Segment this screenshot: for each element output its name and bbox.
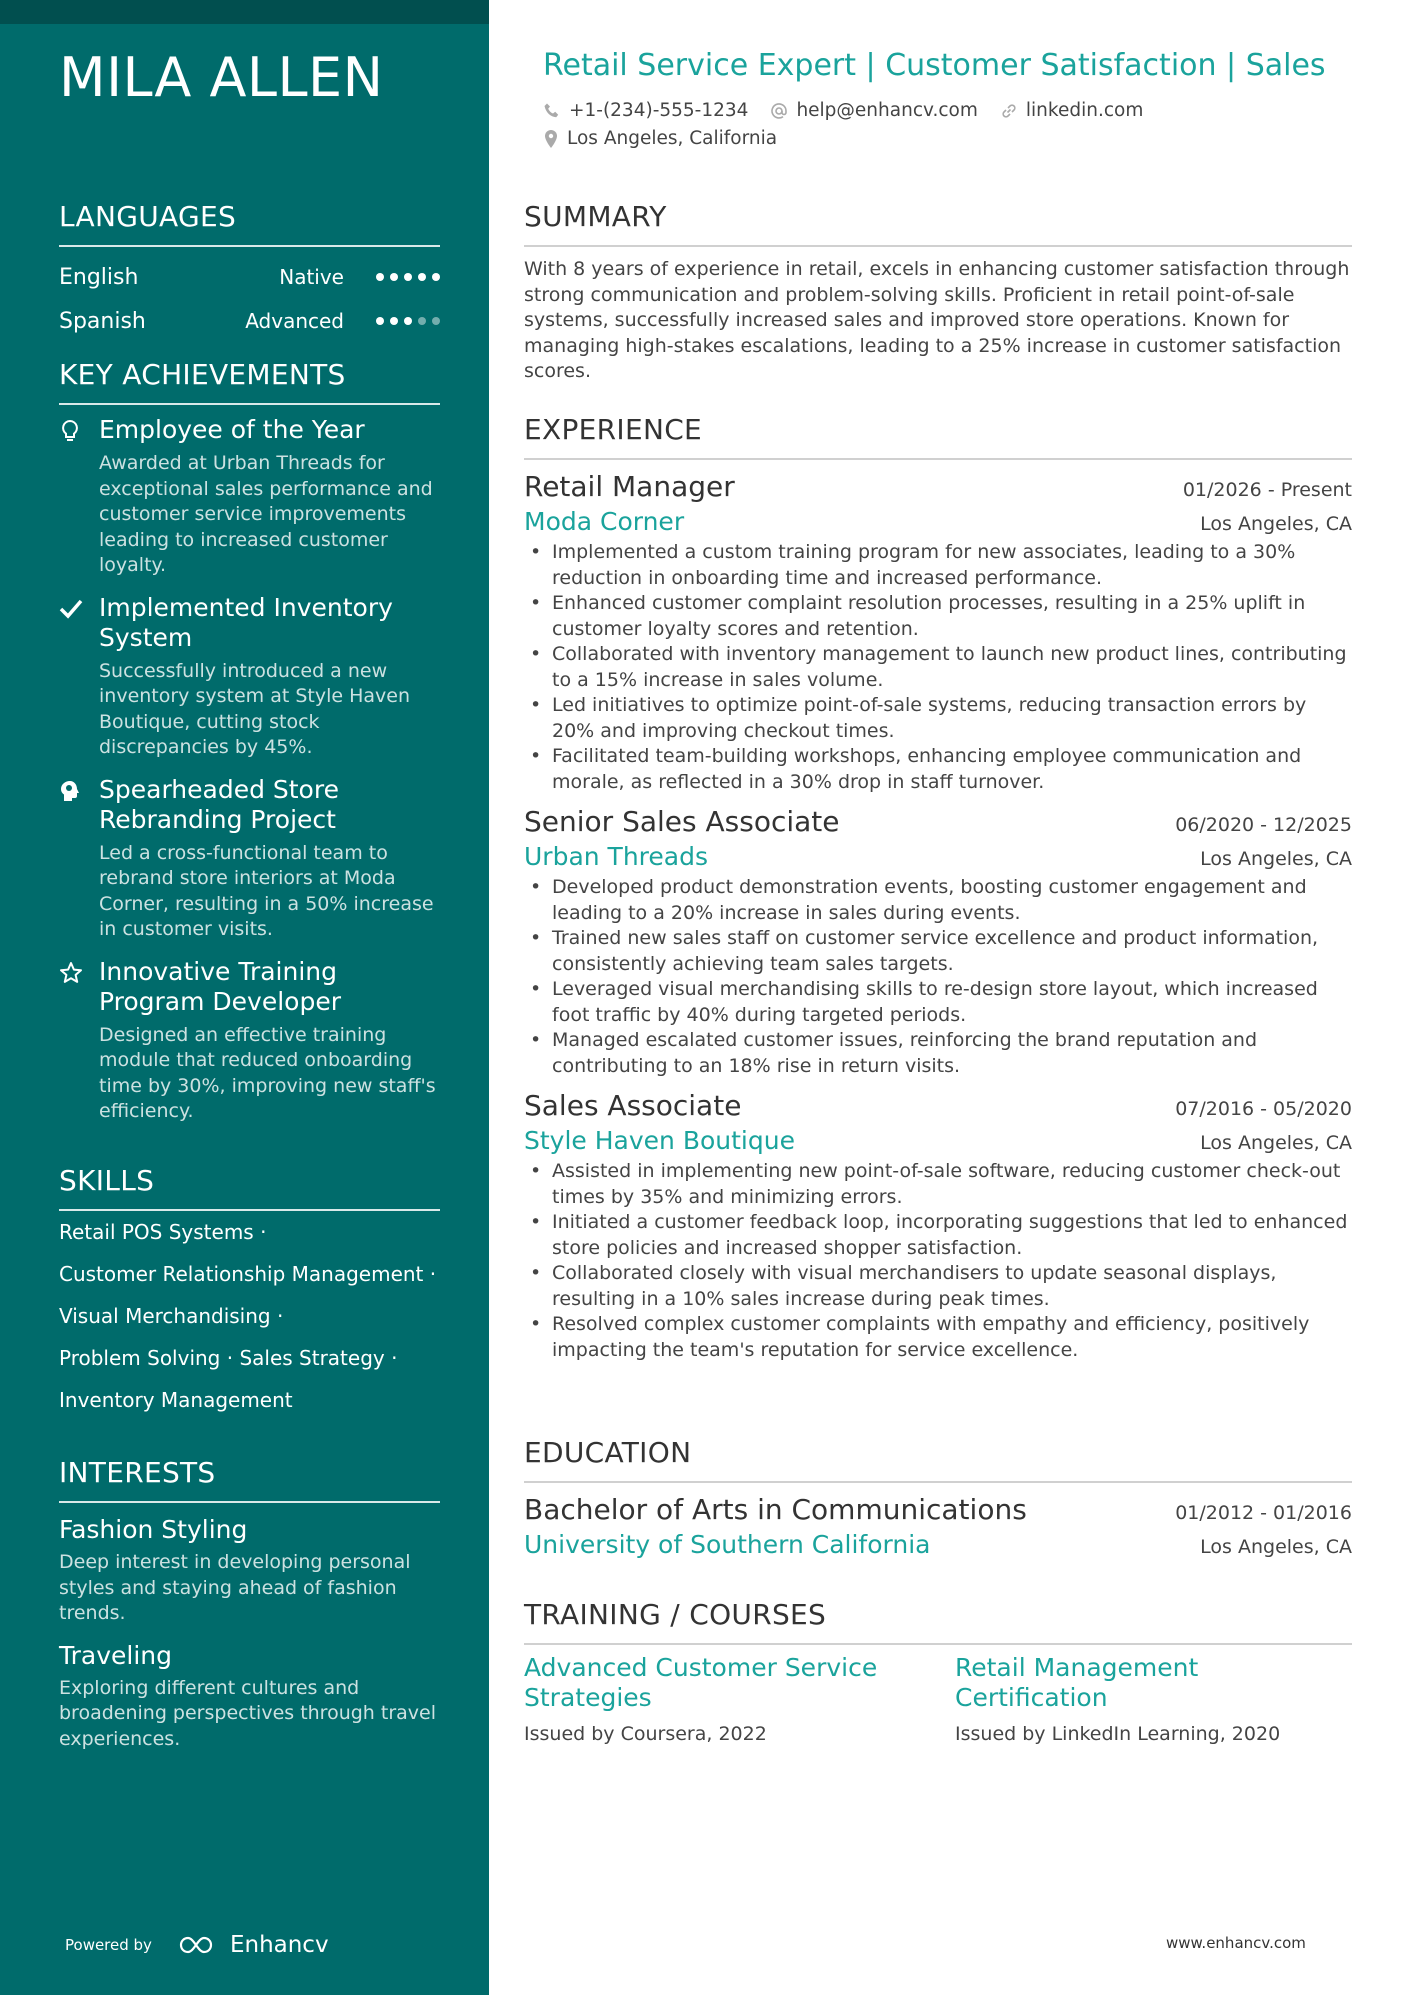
job-company: Urban Threads [524,842,708,871]
head-brain-icon [59,775,99,943]
interests-section [59,1456,440,1752]
training-section [524,1598,1352,1745]
powered-by [65,1932,329,1958]
achievement-item [59,957,440,1125]
phone-text: +1-(234)-555-1234 [569,100,749,121]
contact-row-location [543,128,777,149]
contact-email[interactable] [770,100,977,121]
achievement-description: Led a cross-functional team to rebrand store interiors at Moda Corner, resulting in a 50% increase in customer visits. [99,841,434,940]
job-location: Los Angeles, CA [1200,1132,1352,1154]
interest-description: Exploring different cultures and broadening perspectives through travel experiences. [59,1676,437,1750]
rating-dot [418,317,426,325]
job-bullet: • Facilitated team-building workshops, enhancing employee communication and morale, as reflected in a 30% drop in staff turnover. [524,744,1352,795]
job-date: 06/2020 - 12/2025 [1175,814,1352,836]
skill-line: Visual Merchandising · [59,1304,284,1328]
job-bullets [524,540,1352,795]
achievement-title: Implemented Inventory System [99,592,393,652]
job-title: Sales Associate [524,1089,742,1122]
achievement-title: Spearheaded Store Rebranding Project [99,774,339,834]
education-heading: EDUCATION [524,1436,1352,1483]
education-date: 01/2012 - 01/2016 [1175,1502,1352,1524]
achievement-description: Designed an effective training module that reduced onboarding time by 30%, improving new staff's efficiency. [99,1023,436,1122]
location-text: Los Angeles, California [567,128,778,149]
achievement-item [59,775,440,943]
email-text: help@enhancv.com [796,100,978,121]
job-location: Los Angeles, CA [1200,848,1352,870]
job-bullet: • Managed escalated customer issues, reinforcing the brand reputation and contributing to an 18% rise in return visits. [524,1028,1352,1079]
skill-line: Retail POS Systems · [59,1220,267,1244]
language-rating-dots [376,317,440,325]
language-row [59,299,440,343]
language-rating-dots [376,273,440,281]
rating-dot [432,317,440,325]
sidebar [0,0,489,1995]
rating-dot [390,317,398,325]
rating-dot [404,273,412,281]
rating-dot [376,273,384,281]
linkedin-text: linkedin.com [1025,100,1144,121]
language-level: Native [279,265,344,289]
job-bullets [524,1159,1352,1363]
enhancv-logo-icon [178,1934,222,1956]
job-date: 01/2026 - Present [1182,479,1352,501]
interest-title: Fashion Styling [59,1515,248,1544]
rating-dot [390,273,398,281]
skills-heading: SKILLS [59,1164,440,1211]
course-title: Retail Management Certification [955,1653,1199,1712]
job-bullet: • Collaborated closely with visual merchandisers to update seasonal displays, resulting in a 10% sales increase during peak times. [524,1261,1352,1312]
sidebar-top-bar [0,0,489,24]
experience-section [524,413,1352,1363]
rating-dot [376,317,384,325]
job-bullet: • Collaborated with inventory management to launch new product lines, contributing to a 15% increase in sales volume. [524,642,1352,693]
contact-linkedin[interactable] [1000,100,1143,121]
achievements-heading: KEY ACHIEVEMENTS [59,358,440,405]
job-entry [524,1089,1352,1363]
job-title: Retail Manager [524,470,735,503]
course-issuer: Issued by LinkedIn Learning, 2020 [955,1723,1281,1745]
skills-section [59,1164,440,1421]
at-sign-icon [770,102,788,120]
star-icon [59,957,99,1125]
candidate-name: MILA ALLEN [59,46,384,109]
achievement-description: Successfully introduced a new inventory system at Style Haven Boutique, cutting stock discrepancies by 45%. [99,659,410,758]
education-entry [524,1493,1352,1559]
job-entry [524,805,1352,1079]
job-bullet: • Implemented a custom training program for new associates, leading to a 30% reduction in onboarding time and increased performance. [524,540,1352,591]
contact-phone [543,100,748,121]
location-pin-icon [543,129,559,149]
job-bullet: • Assisted in implementing new point-of-sale software, reducing customer check-out times by 35% and minimizing errors. [524,1159,1352,1210]
job-bullet: • Enhanced customer complaint resolution processes, resulting in a 25% uplift in customer loyalty scores and retention. [524,591,1352,642]
summary-heading: SUMMARY [524,200,1352,247]
job-date: 07/2016 - 05/2020 [1175,1098,1352,1120]
main-content [524,0,1352,1995]
achievement-item [59,593,440,761]
interest-description: Deep interest in developing personal styles and staying ahead of fashion trends. [59,1551,411,1624]
job-entry [524,470,1352,795]
checkmark-icon [59,593,99,761]
language-level: Advanced [245,309,344,333]
summary-section [524,200,1352,385]
enhancv-brand-name: Enhancv [229,1932,329,1958]
school-name: University of Southern California [524,1530,931,1559]
languages-section [59,200,440,343]
language-row [59,255,440,299]
summary-text: With 8 years of experience in retail, excels in enhancing customer satisfaction through strong communication and problem-solving skills. Proficient in retail point-of-sale systems, successfully increased sales and improved store operations. Known for managing high-stakes escalations, leading to a 25% increase in customer satisfaction scores. [524,258,1350,382]
job-company: Style Haven Boutique [524,1126,795,1155]
job-title: Senior Sales Associate [524,805,840,838]
contact-location [543,128,777,149]
interests-heading: INTERESTS [59,1456,440,1503]
contact-row [543,100,1143,121]
education-location: Los Angeles, CA [1200,1536,1352,1558]
rating-dot [404,317,412,325]
job-bullet: • Initiated a customer feedback loop, incorporating suggestions that led to enhanced store policies and increased shopper satisfaction. [524,1210,1352,1261]
job-bullet: • Trained new sales staff on customer service excellence and product information, consistently achieving team sales targets. [524,926,1352,977]
language-name: English [59,264,139,290]
enhancv-logo[interactable] [178,1932,329,1958]
headline: Retail Service Expert | Customer Satisfaction | Sales [543,48,1326,83]
lightbulb-icon [59,415,99,579]
course-item [938,1653,1352,1745]
job-bullet: • Developed product demonstration events, boosting customer engagement and leading to a 20% increase in sales during events. [524,875,1352,926]
course-item [524,1653,938,1745]
job-company: Moda Corner [524,507,685,536]
achievement-title: Employee of the Year [99,415,365,444]
skill-line: Customer Relationship Management · [59,1262,437,1286]
powered-by-label: Powered by [65,1936,152,1954]
job-bullet: • Led initiatives to optimize point-of-sale systems, reducing transaction errors by 20% and improving checkout times. [524,693,1352,744]
achievements-section [59,358,440,1125]
languages-heading: LANGUAGES [59,200,440,247]
skill-line: Problem Solving · Sales Strategy · [59,1346,398,1370]
training-heading: TRAINING / COURSES [524,1598,1352,1645]
phone-icon [543,102,561,120]
experience-heading: EXPERIENCE [524,413,1352,460]
rating-dot [418,273,426,281]
job-bullet: • Resolved complex customer complaints with empathy and efficiency, positively impacting the team's reputation for service excellence. [524,1312,1352,1363]
link-icon [1000,102,1018,120]
education-section [524,1436,1352,1559]
course-title: Advanced Customer Service Strategies [524,1653,878,1712]
job-bullet: • Leveraged visual merchandising skills to re-design store layout, which increased foot traffic by 40% during targeted periods. [524,977,1352,1028]
achievement-item [59,415,440,579]
degree-title: Bachelor of Arts in Communications [524,1493,1027,1526]
achievement-title: Innovative Training Program Developer [99,956,342,1016]
language-name: Spanish [59,308,146,334]
skill-line: Inventory Management [59,1388,293,1412]
job-bullets [524,875,1352,1079]
rating-dot [432,273,440,281]
footer-url[interactable]: www.enhancv.com [1166,1934,1306,1952]
job-location: Los Angeles, CA [1200,513,1352,535]
interest-title: Traveling [59,1640,172,1670]
achievement-description: Awarded at Urban Threads for exceptional sales performance and customer service improvements leading to increased customer loyalty. [99,452,433,576]
course-issuer: Issued by Coursera, 2022 [524,1723,767,1745]
